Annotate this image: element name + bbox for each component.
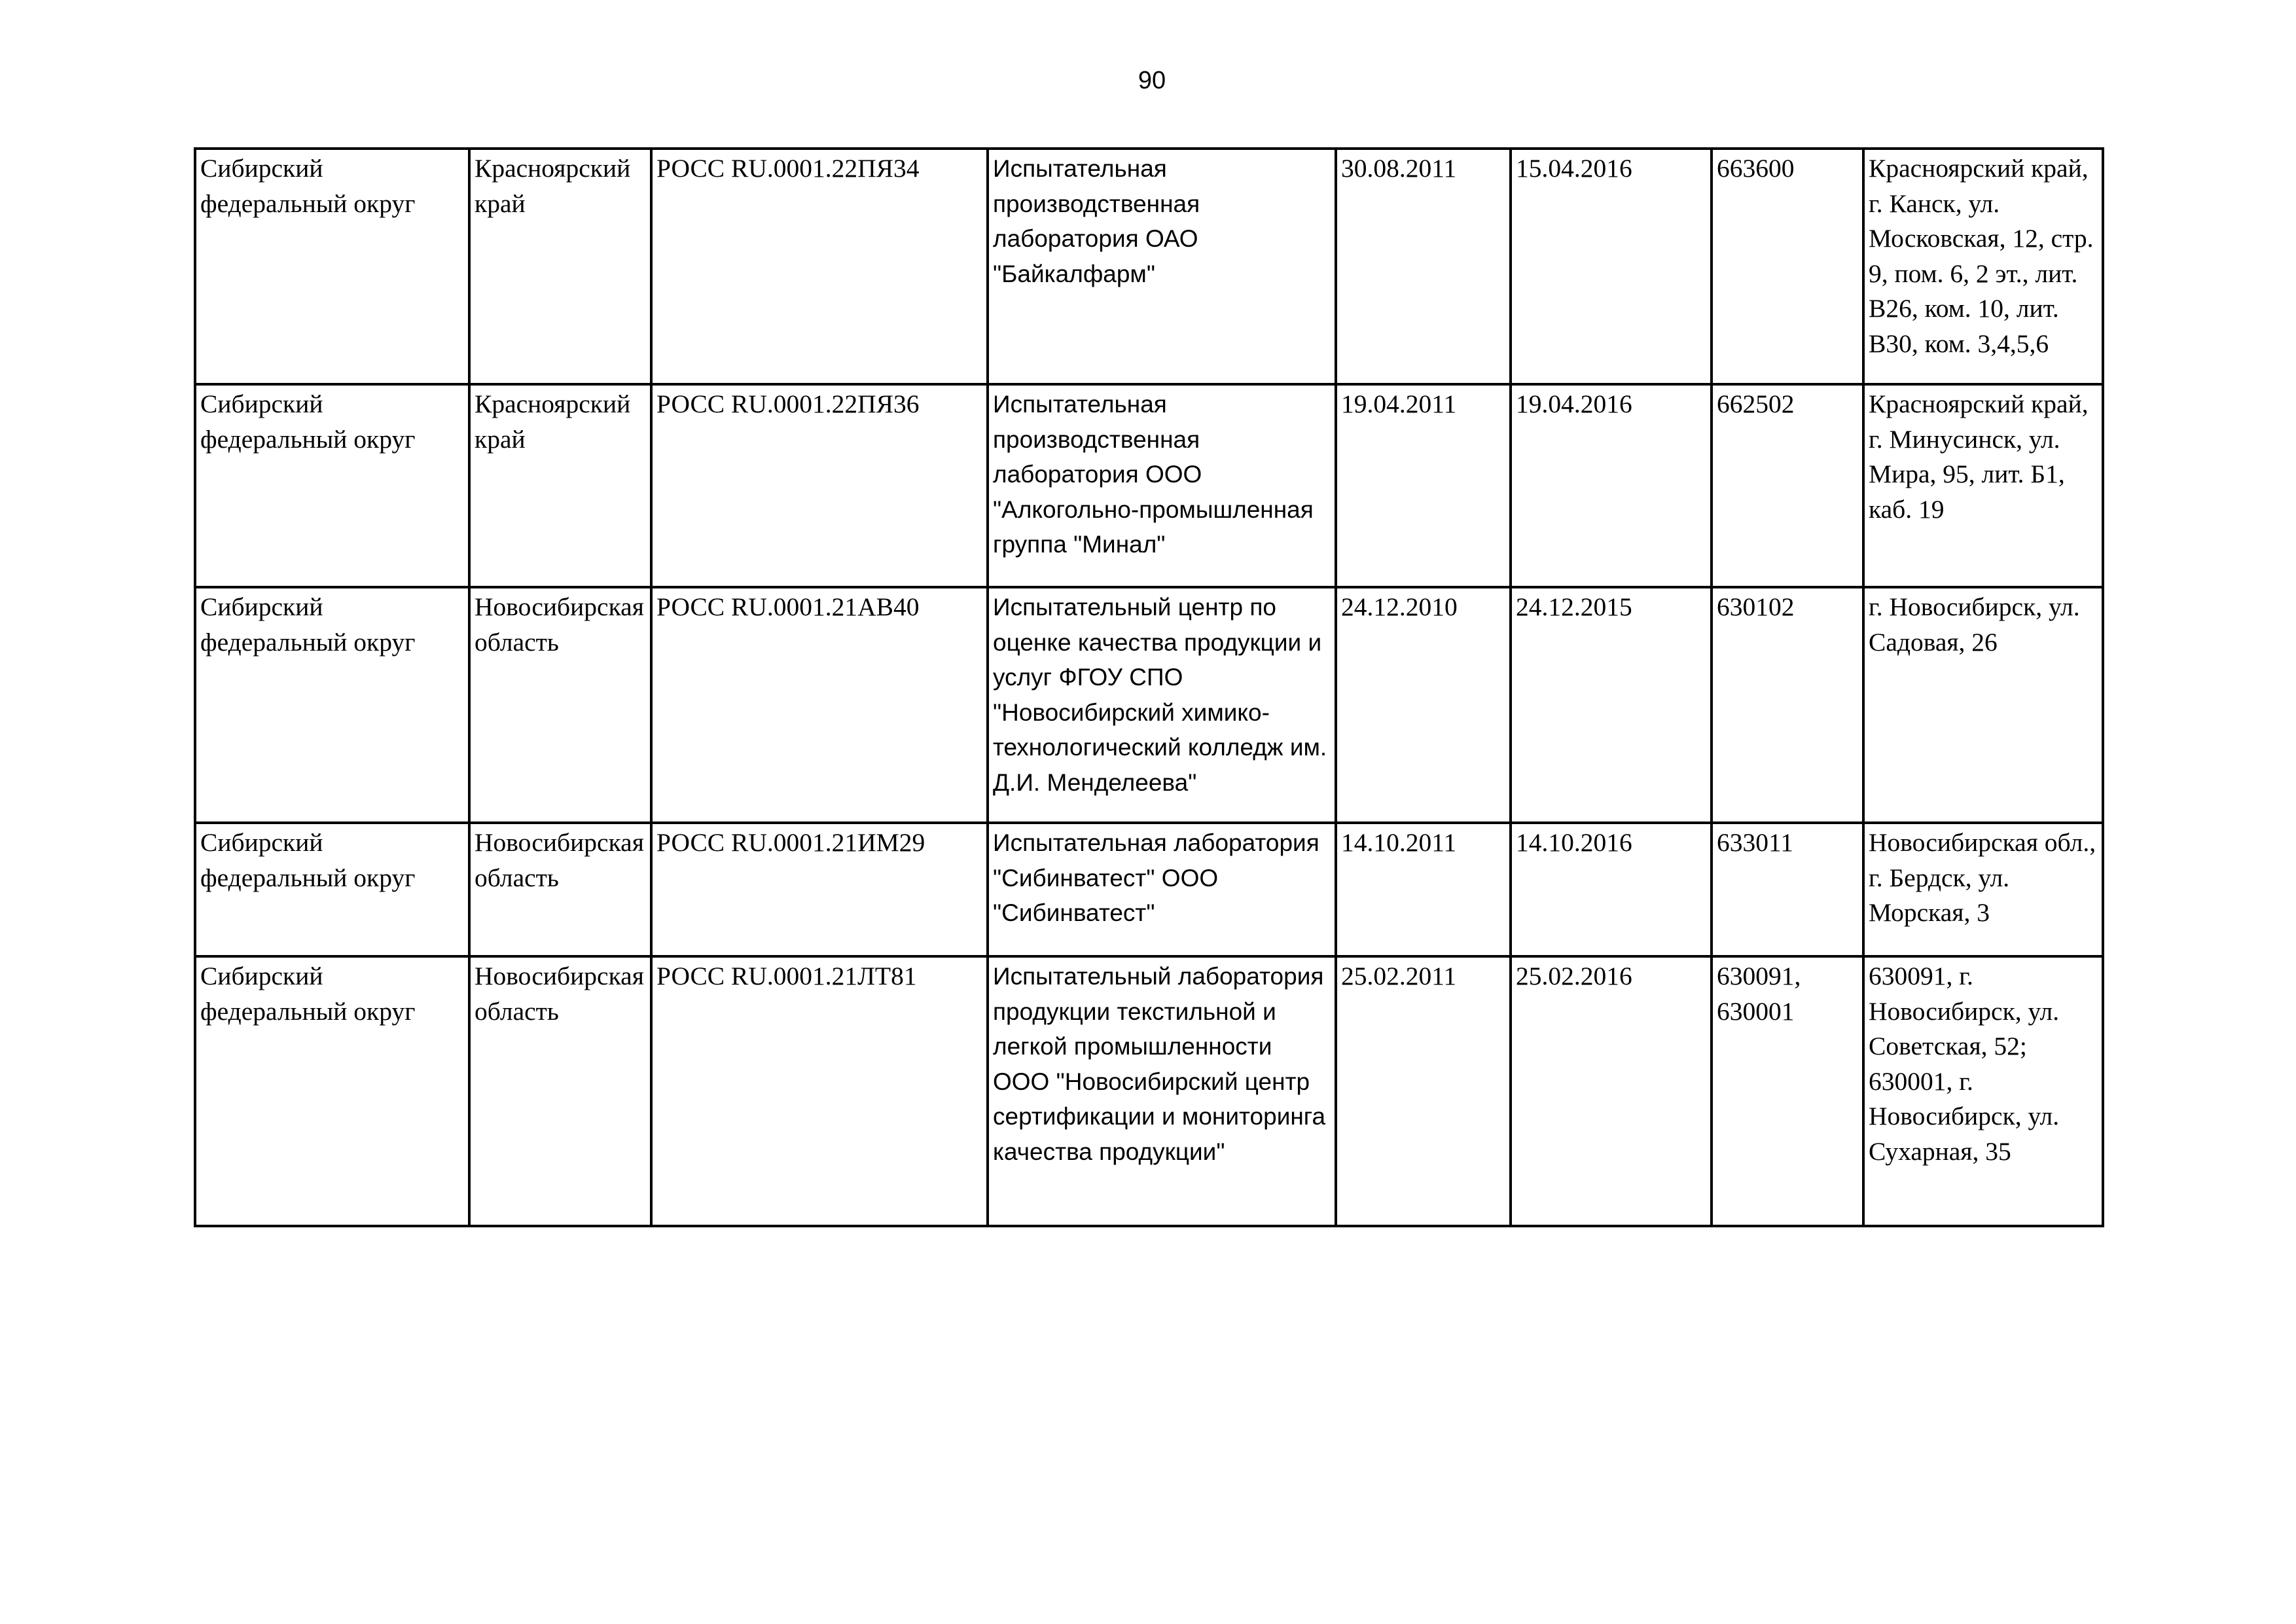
address-cell: Красноярский край, г. Канск, ул. Московская, 12, стр. 9, пом. 6, 2 эт., лит. В26, ком. 10, лит. В30, ком. 3,4,5,6 — [1863, 149, 2103, 384]
district-cell: Сибирский федеральный округ — [195, 149, 469, 384]
date-from-cell: 14.10.2011 — [1336, 823, 1511, 956]
date-from-cell: 30.08.2011 — [1336, 149, 1511, 384]
region-cell: Новосибирская область — [469, 587, 651, 823]
date-from-cell: 25.02.2011 — [1336, 956, 1511, 1226]
date-from-cell: 24.12.2010 — [1336, 587, 1511, 823]
table-row — [195, 956, 2103, 1226]
district-cell: Сибирский федеральный округ — [195, 384, 469, 587]
region-cell: Новосибирская область — [469, 956, 651, 1226]
region-cell: Красноярский край — [469, 149, 651, 384]
certificate-number-cell: РОСС RU.0001.22ПЯ34 — [651, 149, 988, 384]
district-cell: Сибирский федеральный округ — [195, 587, 469, 823]
region-cell: Новосибирская область — [469, 823, 651, 956]
date-from-cell: 19.04.2011 — [1336, 384, 1511, 587]
date-to-cell: 14.10.2016 — [1511, 823, 1712, 956]
certificate-number-cell: РОСС RU.0001.22ПЯ36 — [651, 384, 988, 587]
postcode-cell: 662502 — [1712, 384, 1863, 587]
table-row — [195, 384, 2103, 587]
address-cell: Красноярский край, г. Минусинск, ул. Мира, 95, лит. Б1, каб. 19 — [1863, 384, 2103, 587]
address-cell: Новосибирская обл., г. Бердск, ул. Морская, 3 — [1863, 823, 2103, 956]
page-number: 90 — [1138, 67, 1166, 94]
postcode-cell: 630102 — [1712, 587, 1863, 823]
organization-name-cell: Испытательный центр по оценке качества продукции и услуг ФГОУ СПО "Новосибирский химико-технологический колледж им. Д.И. Менделеева" — [988, 587, 1336, 823]
certificate-number-cell: РОСС RU.0001.21ИМ29 — [651, 823, 988, 956]
region-cell: Красноярский край — [469, 384, 651, 587]
certificate-number-cell: РОСС RU.0001.21АВ40 — [651, 587, 988, 823]
address-cell: 630091, г. Новосибирск, ул. Советская, 52; 630001, г. Новосибирск, ул. Сухарная, 35 — [1863, 956, 2103, 1226]
date-to-cell: 19.04.2016 — [1511, 384, 1712, 587]
table-row — [195, 587, 2103, 823]
date-to-cell: 15.04.2016 — [1511, 149, 1712, 384]
accreditation-registry-table — [194, 147, 2104, 1227]
organization-name-cell: Испытательный лаборатория продукции текстильной и легкой промышленности ООО "Новосибирский центр сертификации и мониторинга качества продукции" — [988, 956, 1336, 1226]
address-cell: г. Новосибирск, ул. Садовая, 26 — [1863, 587, 2103, 823]
postcode-cell: 630091, 630001 — [1712, 956, 1863, 1226]
organization-name-cell: Испытательная производственная лаборатория ОАО "Байкалфарм" — [988, 149, 1336, 384]
postcode-cell: 633011 — [1712, 823, 1863, 956]
district-cell: Сибирский федеральный округ — [195, 956, 469, 1226]
certificate-number-cell: РОСС RU.0001.21ЛТ81 — [651, 956, 988, 1226]
organization-name-cell: Испытательная производственная лаборатория ООО "Алкогольно-промышленная группа "Минал" — [988, 384, 1336, 587]
organization-name-cell: Испытательная лаборатория "Сибинватест" ООО "Сибинватест" — [988, 823, 1336, 956]
table-row — [195, 823, 2103, 956]
date-to-cell: 25.02.2016 — [1511, 956, 1712, 1226]
table-row — [195, 149, 2103, 384]
date-to-cell: 24.12.2015 — [1511, 587, 1712, 823]
postcode-cell: 663600 — [1712, 149, 1863, 384]
district-cell: Сибирский федеральный округ — [195, 823, 469, 956]
